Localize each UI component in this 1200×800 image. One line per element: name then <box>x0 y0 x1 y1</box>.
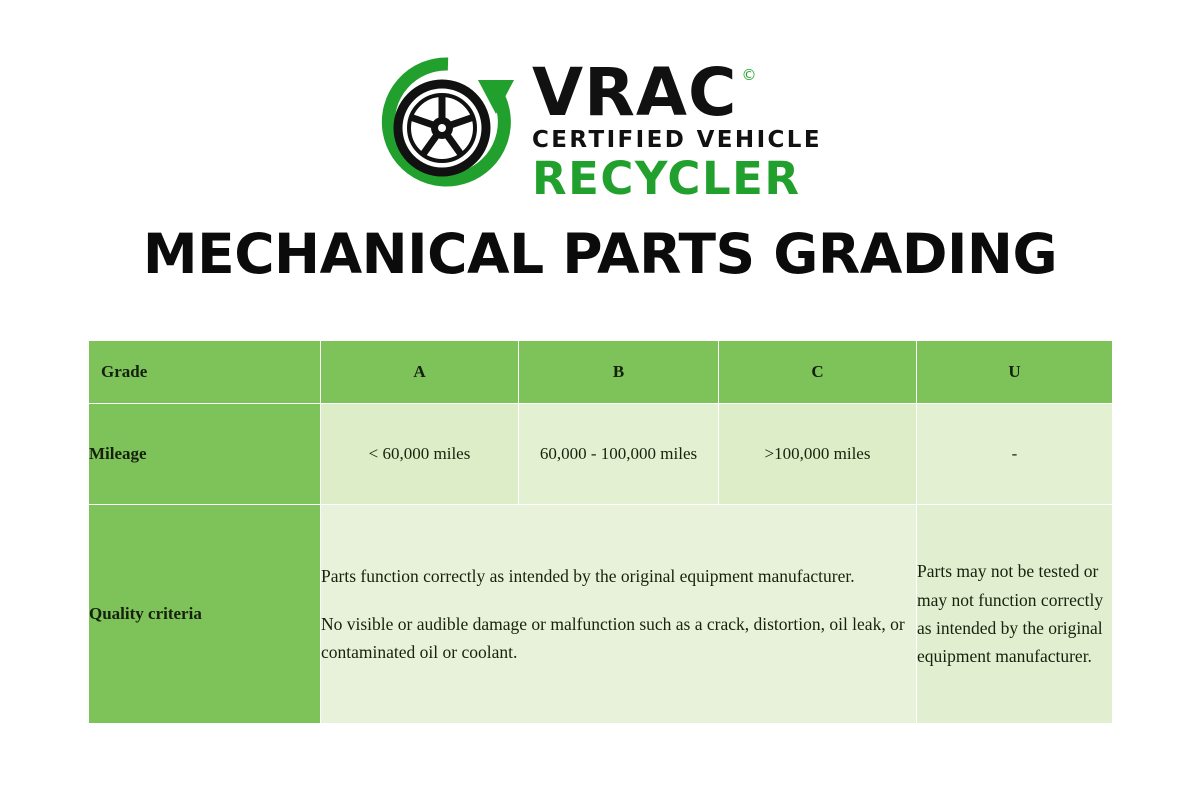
table-row-mileage <box>89 404 1113 505</box>
quality-criteria-u: Parts may not be tested or may not function correctly as intended by the original equipment manufacturer. <box>917 505 1113 724</box>
header-grade-u: U <box>917 341 1113 404</box>
header-grade-label: Grade <box>89 341 321 404</box>
logo-brand-row <box>532 54 822 131</box>
vrac-logo <box>0 52 1200 205</box>
logo-wordmark <box>532 52 822 205</box>
page-title: MECHANICAL PARTS GRADING <box>142 222 1058 286</box>
quality-criteria-paragraph-1: Parts function correctly as intended by the original equipment manufacturer. <box>321 566 855 586</box>
mileage-grade-c: >100,000 miles <box>719 404 917 505</box>
mileage-grade-a: < 60,000 miles <box>321 404 519 505</box>
table-header-row <box>89 341 1113 404</box>
header-grade-c: C <box>719 341 917 404</box>
row-label-mileage: Mileage <box>89 404 321 505</box>
logo-inner <box>378 52 822 205</box>
grading-table <box>88 340 1113 724</box>
logo-brand-text: VRAC <box>532 54 738 131</box>
row-label-quality-criteria: Quality criteria <box>89 505 321 724</box>
logo-recycler-text: RECYCLER <box>532 151 801 205</box>
header-grade-b: B <box>519 341 719 404</box>
mileage-grade-u: - <box>917 404 1113 505</box>
header-grade-a: A <box>321 341 519 404</box>
mileage-grade-b: 60,000 - 100,000 miles <box>519 404 719 505</box>
table-row-quality-criteria <box>89 505 1113 724</box>
quality-criteria-abc <box>321 505 917 724</box>
logo-tagline: CERTIFIED VEHICLE <box>532 126 822 153</box>
wheel-with-recycle-arrow-icon <box>378 52 518 192</box>
quality-criteria-paragraph-2: No visible or audible damage or malfunction such as a crack, distortion, oil leak, or contaminated oil or coolant. <box>321 614 905 662</box>
copyright-icon: © <box>741 66 757 84</box>
